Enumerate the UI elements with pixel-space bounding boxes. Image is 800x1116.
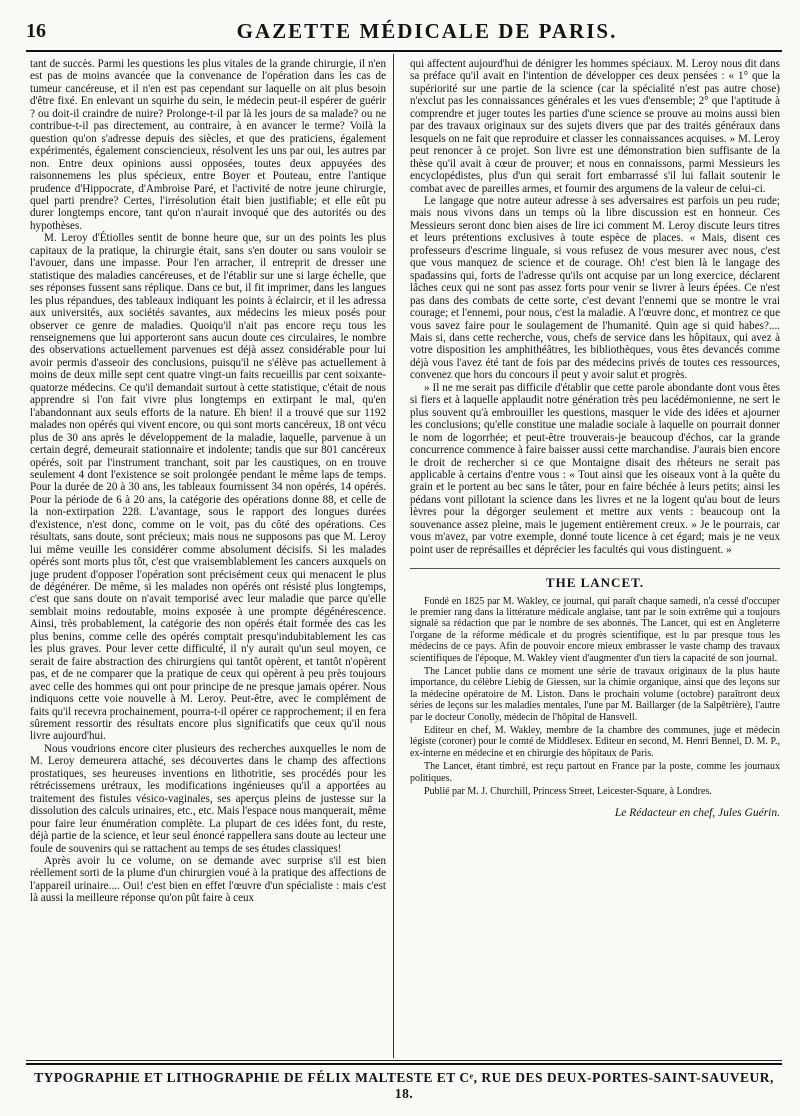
lancet-paragraph: The Lancet publie dans ce moment une série de travaux originaux de la plus haute importance, du célèbre Liebig de Giessen, sur la chimie organique, ainsi que des leçons sur la médecine opératoire de M. Liston. Dans le prochain volume (octobre) paraîtront deux séries de leçons sur les maladies mentales, l'une par M. Baillarger (de la Salpêtrière), l'autre par le docteur Conolly, médecin de l'hôpital de Hansvell. xyxy=(410,666,780,723)
footer-rule xyxy=(26,1060,782,1061)
paragraph: Après avoir lu ce volume, on se demande avec surprise s'il est bien réellement sorti de la plume d'un chirurgien voué à la pratique des affections de l'appareil urinaire.... Oui! c'est bien en effet l'œuvre d'un spécialiste : mais c'est là aussi la meilleure réponse qu'on pût faire à ceux xyxy=(30,855,386,905)
paragraph: tant de succès. Parmi les questions les plus vitales de la grande chirurgie, il n'en est pas de moins avancée que la convenance de l'opération dans les cas de tumeur cancéreuse, et il n'en est pas cependant sur laquelle on ait plus besoin d'être fixé. En enlevant un squirhe du sein, le médecin peut-il espérer de guérir ? ou doit-il craindre de nuire? Prolonge-t-il par là les jours de sa malade? ou ne contribue-t-il pas directement, au contraire, à en avancer le terme? Voilà la question qu'on s'adresse depuis des siècles, et que des praticiens, également expérimentés, également consciencieux, résolvent les uns par oui, les autres par non. Entre deux opinions aussi opposées, toutes deux appuyées des raisonnemens les plus spécieux, entre Boyer et Pouteau, entre l'antique prudence d'Hippocrate, d'Ambroise Paré, et l'activité de notre jeune chirurgie, quel parti prendre? Certes, l'irrésolution était bien justifiable; et elle eût pu durer longtemps encore, tant qu'on n'aurait invoqué que des autorités ou des hypothèses. xyxy=(30,58,386,232)
footer-rule-thick xyxy=(26,1063,782,1065)
editor-signature: Le Rédacteur en chef, Jules Guérin. xyxy=(614,807,780,820)
lancet-paragraph: The Lancet, étant timbré, est reçu partout en France par la poste, comme les journaux politiques. xyxy=(410,761,780,784)
column-divider xyxy=(393,54,394,1058)
paragraph: qui affectent aujourd'hui de dénigrer les hommes spéciaux. M. Leroy nous dit dans sa préface qu'il avait en l'intention de développer ces deux pensées : « 1° que la supériorité sur une partie de la science (car la spécialité n'est pas autre chose) n'exclut pas les connaissances générales et les vues d'ensemble; 2° que l'aptitude à comprendre et juger toutes les parties d'une science se prouve au moins aussi bien par des travaux originaux sur des sujets divers que par des traités généraux dans lesquels on ne fait que reproduire et classer les connaissances acquises. » M. Leroy peut renoncer à ce projet. Son livre est une démonstration bien suffisante de la thèse qu'il avait à cœur de prouver; et nous en connaissons, parmi Messieurs les encyclopédistes, plus d'un qui serait fort embarrassé s'il lui fallait soutenir le combat avec de pareilles armes, et fournir des argumens de la valeur de celui-ci. xyxy=(410,58,780,195)
lancet-notice xyxy=(410,596,780,798)
paragraph: M. Leroy d'Étiolles sentit de bonne heure que, sur un des points les plus capitaux de la pratique, la chirurgie était, sans s'en douter ou sans vouloir se l'avouer, dans une impasse. Pour l'en arracher, il entreprit de dresser une statistique des maladies cancéreuses, et de l'établir sur une si large échelle, que ses réponses fussent sans réplique. Dans ce but, il fit imprimer, dans les langues les plus répandues, des tableaux indiquant les points à éclaircir, et il les adressa aux universités, aux sociétés savantes, aux médecins les mieux posés pour observer ce genre de maladies. Quoiqu'il n'ait pas encore reçu tous les renseignemens que lui apporteront sans aucun doute ces circulaires, le nombre des observations actuellement parvenues est déjà assez considérable pour lui avoir permis d'asseoir des conclusions, puisqu'il ne s'élève pas actuellement à moins de deux mille sept cent quatre vingt-un faits recueillis par cent soixante-quatorze médecins. Ce qu'il demandait surtout à cette statistique, c'était de nous apprendre si l'on fait vivre plus longtemps en extirpant le mal, qu'en l'abandonnant aux seuls efforts de la nature. Eh bien! il a trouvé que sur 1192 malades non opérés qui vivent encore, ou qui sont morts cancéreux, 18 ont vécu plus de 30 ans après le développement de la maladie, laquelle, parvenue à un certain degré, demeurait stationnaire et indolente; tandis que sur 801 cancéreux opérés, soit par l'instrument tranchant, soit par les caustiques, on en trouve seulement 4 dont l'existence se soit prolongée pendant le même laps de temps. Pour la durée de 20 à 30 ans, les tableaux fournissent 34 non opérés, 14 opérés. Pour la période de 6 à 20 ans, la catégorie des opérations donne 88, et celle de la non-extirpation 228. L'avantage, sous le rapport des longues durées d'existence, n'est donc, comme on le voit, pas du côté des opérations. Ces résultats, sans doute, sont précieux; mais nous ne supposons pas que M. Leroy lui même veuille les considérer comme absolument décisifs. Si les malades opérés sont morts plus tôt, c'est que vraisemblablement les cancers auxquels on juge prudent d'opposer l'opération sont précisément ceux qui menacent le plus de dégénérer. De même, si les malades non opérés ont résisté plus longtemps, c'est que sans doute on n'avait temporisé avec leur maladie que parce qu'elle semblait moins redoutable, moins exposée à une prompte dégénérescence. Ainsi, très probablement, la catégorie des non opérés était formée des cas les plus benins, comme celle des opérés comptait presqu'indubitablement les cas les plus graves. Pour lever cette difficulté, il n'y aurait qu'un seul moyen, ce serait de faire abstraction des chirurgiens qui tantôt opèrent, et tantôt n'opèrent pas, et de ne comparer que la pratique de ceux qui opèrent à peu près toujours avec celle des hommes qui ont pour principe de ne presque jamais opérer. Nous indiquons cette voie nouvelle à M. Leroy. Peut-être, avec le complément de faits qu'il recevra prochainement, pourra-t-il opérer ce rapprochement; il en fera sûrement ressortir des résultats encore plus significatifs que ceux qu'il nous livre aujourd'hui. xyxy=(30,232,386,743)
paragraph: Nous voudrions encore citer plusieurs des recherches auxquelles le nom de M. Leroy demeurera attaché, ses découvertes dans le champ des affections prostatiques, ses heureuses inventions en lithotritie, ses procédés pour les rétrécissemens urétraux, les modifications ingénieuses qu'il a apportées au traitement des fistules vésico-vaginales, ses aperçus pleins de justesse sur la dissolution des calculs urinaires, etc., etc. Mais l'espace nous manquerait, même pour faire leur énumération complète. La plupart de ces idées font, du reste, déjà partie de la science, et leur seul énoncé rappellera sans doute au lecteur une foule de souvenirs qui se rattachent au temps de ses études classiques! xyxy=(30,742,386,855)
page-header xyxy=(26,14,782,48)
paragraph: » Il ne me serait pas difficile d'établir que cette parole abondante dont vous êtes si fiers et à laquelle applaudit notre génération très peu lacédémonienne, ne sert le plus souvent qu'à embrouiller les questions, masquer le vide des idées et ajourner les conclusions; qu'elle constitue une maladie sociale à laquelle on pourrait donner le nom de logorrhée; et peut-être trouverais-je beaucoup d'échos, car la grande concurrence commence à faire baisser aussi cette marchandise. J'aurais bien encore le droit de rechercher si ce que Montaigne disait des rhéteurs ne serait pas applicable à certains d'entre vous : « Tout ainsi que les oiseaux vont à la quête du grain et le portent au bec sans le tâter, pour en faire béchée à leurs petits; ainsi les pédans vont pillotant la science dans les livres et ne la logent qu'au bout de leurs lèvres pour la dégorger seulement et mettre aux vents : beaucoup ont la souvenance assez pleine, mais le jugement entièrement creux. » Je le pourrais, car vous m'avez, par votre exemple, donné toute licence à cet égard; mais je ne veux point user de représailles et déprécier les facultés qui vous distinguent. » xyxy=(410,381,780,556)
lancet-paragraph: Publié par M. J. Churchill, Princess Street, Leicester-Square, à Londres. xyxy=(424,786,712,798)
header-rule xyxy=(26,50,782,52)
lancet-paragraph: Fondé en 1825 par M. Wakley, ce journal, qui paraît chaque samedi, n'a cessé d'occuper le premier rang dans la littérature médicale anglaise, tant par le soin extrême qui a toujours signalé sa rédaction que par le nombre de ses abonnés. The Lancet, qui est en Angleterre l'organe de la réforme médicale et du progrès scientifique, est lu par presque tous les médecins de ce pays. Afin de pouvoir encore mieux embrasser le vaste champ des travaux scientifiques de l'époque, M. Wakley vient d'augmenter d'un tiers la capacité de son journal. xyxy=(410,595,780,664)
lancet-heading: THE LANCET. xyxy=(410,568,780,589)
page-number: 16 xyxy=(26,19,46,42)
lancet-paragraph: Editeur en chef, M. Wakley, membre de la chambre des communes, juge et médecin légiste (coroner) pour le comté de Middlesex. Editeur en second, M. Henri Bennel, D. M. P., ex-interne en médecine et en chirurgie des hôpitaux de Paris. xyxy=(410,725,780,759)
page-title: GAZETTE MÉDICALE DE PARIS. xyxy=(236,18,618,43)
right-column xyxy=(410,58,780,1058)
printer-imprint: TYPOGRAPHIE ET LITHOGRAPHIE DE FÉLIX MALTESTE ET Cᵉ, RUE DES DEUX-PORTES-SAINT-SAUVEUR, 18. xyxy=(34,1070,774,1101)
paragraph: Le langage que notre auteur adresse à ses adversaires est parfois un peu rude; mais nous vivons dans un temps où la libre discussion est en honneur. Ces Messieurs seront donc bien aises de lire ici comment M. Leroy discute leurs titres et leurs prétentions exclusives à toute espèce de places. « Mais, disent ces professeurs d'escrime linguale, si vous refusez de vous mesurer avec nous, c'est que vous manquez de science et de courage. Oh! c'est bien là le langage des spadassins qui, forts de l'adresse qu'ils ont acquise par un long exercice, déclarent lâches ceux qui ne sont pas assez forts pour venir se livrer à leurs épées. Ce n'est pas dans des combats de cette sorte, c'est devant l'ennemi que se montre le vrai courage; et l'ennemi, pour nous, c'est la maladie. A l'œuvre donc, et montrez ce que vous savez faire pour le soulagement de l'humanité. Quin age si quid habes?.... Mais si, dans cette recherche, vous, chefs de service dans les hôpitaux, qui avez à votre disposition les amphithéâtres, les bibliothèques, vous êtes devancés comme déjà vous l'avez été tant de fois par des médecins privés de toutes ces ressources, convenez que hors du concours il peut y avoir salut et progrès. xyxy=(410,194,780,382)
left-column xyxy=(30,58,386,1058)
